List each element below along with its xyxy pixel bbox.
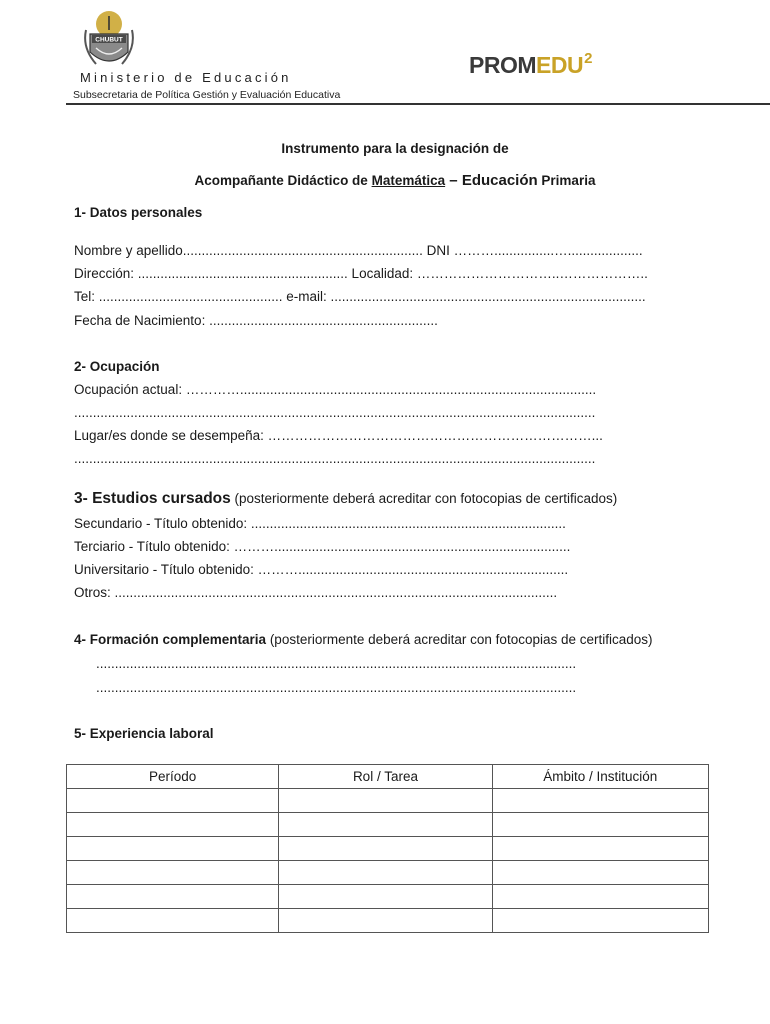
chubut-crest-icon bbox=[82, 8, 136, 72]
lugar-continuation-field[interactable]: ........................................................................................................................................... bbox=[74, 451, 596, 466]
table-cell[interactable] bbox=[279, 861, 492, 885]
table-cell[interactable] bbox=[67, 837, 279, 861]
header-divider bbox=[66, 103, 770, 105]
universitario-field[interactable]: Universitario - Título obtenido: ………........................................................................ bbox=[74, 562, 569, 577]
table-cell[interactable] bbox=[279, 789, 492, 813]
experiencia-laboral-table bbox=[66, 764, 709, 933]
subtitle-prefix: Acompañante Didáctico de bbox=[194, 173, 372, 188]
section-1-heading: 1- Datos personales bbox=[74, 205, 203, 220]
section-5-heading: 5- Experiencia laboral bbox=[74, 726, 214, 741]
table-cell[interactable] bbox=[279, 909, 492, 933]
form-title: Instrumento para la designación de bbox=[281, 141, 509, 156]
section-3-note: (posteriormente deberá acreditar con fotocopias de certificados) bbox=[230, 491, 618, 506]
section-4-note: (posteriormente deberá acreditar con fotocopias de certificados) bbox=[266, 632, 653, 647]
section-3-heading: 3- Estudios cursados bbox=[74, 490, 231, 507]
ocupacion-continuation-field[interactable]: ........................................................................................................................................... bbox=[74, 405, 596, 420]
section-4-heading-row bbox=[74, 632, 653, 647]
promedu-logo bbox=[469, 52, 592, 82]
section-4-heading: 4- Formación complementaria bbox=[74, 632, 267, 647]
table-cell[interactable] bbox=[492, 909, 708, 933]
table-cell[interactable] bbox=[67, 813, 279, 837]
table-cell[interactable] bbox=[492, 861, 708, 885]
table-cell[interactable] bbox=[279, 837, 492, 861]
column-header-periodo: Período bbox=[67, 765, 279, 789]
table-cell[interactable] bbox=[67, 885, 279, 909]
table-row bbox=[67, 837, 709, 861]
table-cell[interactable] bbox=[279, 885, 492, 909]
subtitle-level: Educación bbox=[461, 172, 538, 189]
promedu-logo-superscript: 2 bbox=[584, 50, 593, 67]
table-cell[interactable] bbox=[492, 885, 708, 909]
table-cell[interactable] bbox=[492, 789, 708, 813]
ocupacion-actual-field[interactable]: Ocupación actual: …………............................................................................................... bbox=[74, 382, 597, 397]
terciario-field[interactable]: Terciario - Título obtenido: ………............................................................................... bbox=[74, 539, 571, 554]
section-2-heading: 2- Ocupación bbox=[74, 359, 160, 374]
promedu-logo-part2: EDU bbox=[536, 52, 584, 78]
table-cell[interactable] bbox=[492, 813, 708, 837]
formacion-line-1-field[interactable]: ................................................................................................................................ bbox=[96, 656, 577, 671]
ministry-name: Ministerio de Educación bbox=[80, 70, 292, 85]
table-row bbox=[67, 789, 709, 813]
table-cell[interactable] bbox=[67, 909, 279, 933]
table-row bbox=[67, 909, 709, 933]
promedu-logo-part1: PROM bbox=[469, 52, 536, 78]
column-header-rol: Rol / Tarea bbox=[279, 765, 492, 789]
subsecretaria-name: Subsecretaria de Política Gestión y Evaluación Educativa bbox=[73, 89, 341, 101]
crest-text: CHUBUT bbox=[95, 36, 123, 44]
section-3-heading-row bbox=[74, 490, 617, 508]
table-cell[interactable] bbox=[279, 813, 492, 837]
lugar-desempena-field[interactable]: Lugar/es donde se desempeña: ………………………………………………………………... bbox=[74, 428, 603, 443]
table-row bbox=[67, 885, 709, 909]
table-cell[interactable] bbox=[67, 789, 279, 813]
fecha-nacimiento-field[interactable]: Fecha de Nacimiento: ............................................................. bbox=[74, 313, 438, 328]
subtitle-suffix: Primaria bbox=[537, 173, 596, 188]
form-subtitle bbox=[0, 172, 770, 189]
table-row bbox=[67, 861, 709, 885]
subtitle-subject: Matemática bbox=[371, 173, 446, 188]
direccion-localidad-field[interactable]: Dirección: ........................................................ Localidad: …………………………..……………….. bbox=[74, 266, 648, 281]
otros-field[interactable]: Otros: ...................................................................................................................... bbox=[74, 585, 558, 600]
nombre-dni-field[interactable]: Nombre y apellido................................................................ DNI ………................….................... bbox=[74, 243, 643, 258]
secundario-field[interactable]: Secundario - Título obtenido: .................................................................................... bbox=[74, 516, 566, 531]
table-cell[interactable] bbox=[67, 861, 279, 885]
formacion-line-2-field[interactable]: ................................................................................................................................ bbox=[96, 680, 577, 695]
column-header-ambito: Ámbito / Institución bbox=[492, 765, 708, 789]
table-cell[interactable] bbox=[492, 837, 708, 861]
tel-email-field[interactable]: Tel: ................................................. e-mail: .................................................................................... bbox=[74, 289, 646, 304]
subtitle-dash: – bbox=[445, 172, 462, 189]
table-header-row bbox=[67, 765, 709, 789]
table-row bbox=[67, 813, 709, 837]
